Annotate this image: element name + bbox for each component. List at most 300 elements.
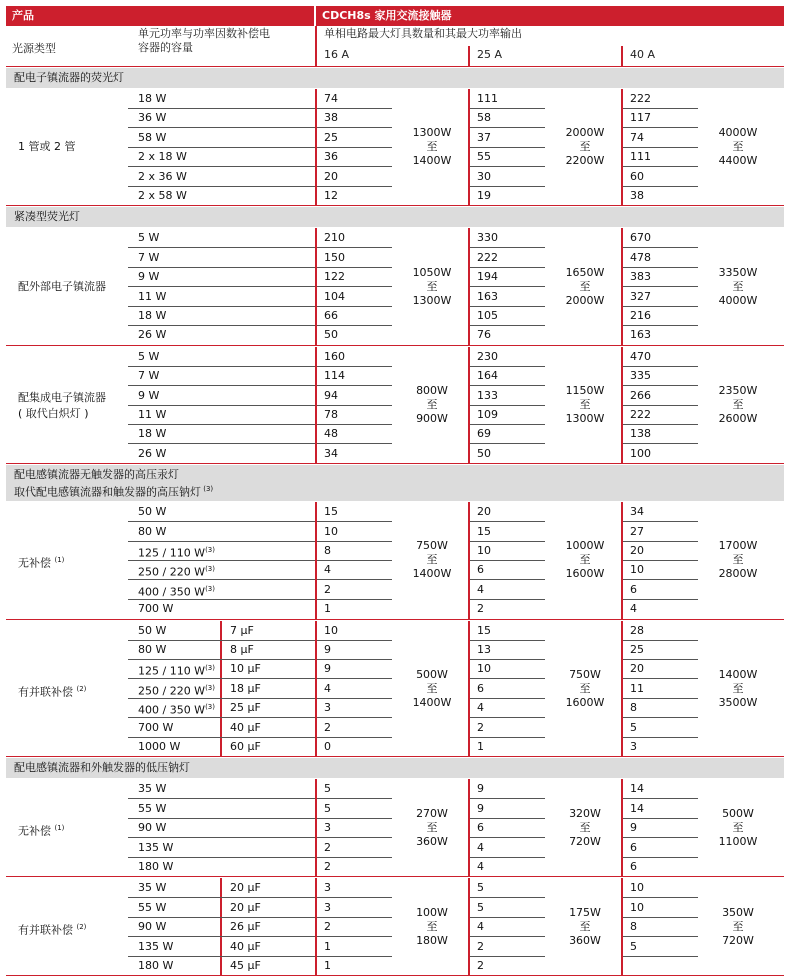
lamp-count-a25: 109 — [477, 408, 498, 421]
lamp-count-a16: 20 — [324, 169, 338, 183]
to-label: 至 — [426, 681, 438, 695]
lamp-count-a16: 1 — [324, 959, 331, 972]
max-power-range — [392, 384, 472, 426]
lamp-count-a40: 138 — [630, 427, 651, 441]
lamp-count-a25: 5 — [477, 900, 484, 914]
unit-power-text: 50 W — [138, 623, 167, 637]
unit-power-cell — [138, 502, 166, 521]
max-power-range — [545, 539, 625, 581]
lamp-count-a16: 10 — [324, 623, 338, 637]
unit-power-text: 50 W — [138, 505, 167, 519]
lamp-count-a40: 216 — [630, 309, 651, 322]
unit-power-text: 2 x 58 W — [138, 189, 187, 202]
unit-power-cell — [138, 405, 166, 424]
max-power-from: 4000W — [718, 126, 758, 140]
max-power-to: 1100W — [718, 834, 758, 848]
lamp-count-a40: 9 — [630, 821, 637, 835]
unit-power-cell — [138, 779, 166, 798]
lamp-count-a25: 6 — [477, 681, 484, 695]
max-power-range — [392, 807, 472, 849]
lamp-count-a25: 1 — [477, 740, 484, 753]
max-power-from: 1400W — [718, 667, 758, 681]
lamp-count-a16: 15 — [324, 505, 338, 519]
unit-power-cell — [138, 857, 173, 876]
to-label: 至 — [579, 919, 591, 933]
lamp-count-a40: 111 — [630, 150, 651, 164]
group-separator — [6, 345, 784, 346]
lamp-count-a40: 10 — [630, 900, 644, 914]
max-power-from: 750W — [569, 667, 601, 681]
lamp-count-a40: 38 — [630, 189, 644, 202]
unit-power-text: 18 W — [138, 309, 167, 322]
unit-power-cell — [138, 718, 173, 737]
lamp-count-a25: 230 — [477, 349, 498, 363]
max-power-to: 1400W — [412, 154, 452, 168]
capacitor-cell: 60 μF — [230, 740, 261, 753]
max-power-range — [698, 668, 778, 710]
max-power-range — [698, 807, 778, 849]
max-power-from: 1050W — [412, 265, 452, 279]
max-power-from: 2350W — [718, 384, 758, 397]
lamp-count-a16: 3 — [324, 821, 331, 835]
to-label: 至 — [579, 140, 591, 154]
unit-power-text: 5 W — [138, 231, 160, 245]
unit-power-text: 135 W — [138, 939, 174, 953]
max-power-to: 2600W — [718, 412, 758, 425]
header-bottom-rule — [6, 66, 784, 67]
max-power-range — [545, 906, 625, 948]
max-power-range — [545, 668, 625, 710]
lamp-count-a40: 470 — [630, 349, 651, 363]
lamp-count-a16: 3 — [324, 900, 331, 914]
unit-power-cell — [138, 659, 215, 678]
unit-power-cell — [138, 640, 166, 659]
unit-power-cell — [138, 167, 187, 186]
lamp-count-a16: 2 — [324, 720, 331, 734]
lamp-count-a40: 383 — [630, 270, 651, 284]
lamp-count-a25: 58 — [477, 111, 491, 125]
lamp-count-a40: 335 — [630, 369, 651, 383]
group-label — [18, 280, 106, 294]
footnote-marker: (3) — [205, 703, 215, 712]
col-unit-power-line1: 单元功率与功率因数补偿电 — [138, 27, 270, 40]
to-label: 至 — [732, 820, 744, 834]
section-title: 配电感镇流器无触发器的高压汞灯 — [14, 468, 179, 482]
lamp-count-a40: 10 — [630, 563, 644, 577]
column-divider — [315, 779, 317, 876]
lamp-count-a16: 2 — [324, 920, 331, 934]
unit-power-text: 80 W — [138, 643, 167, 656]
max-power-to: 4000W — [718, 293, 758, 307]
to-label: 至 — [732, 553, 744, 567]
lamp-count-a25: 5 — [477, 881, 484, 895]
unit-power-text: 55 W — [138, 801, 167, 815]
lamp-count-a16: 94 — [324, 388, 338, 402]
capacitor-cell: 20 μF — [230, 900, 261, 914]
unit-power-text: 180 W — [138, 860, 174, 873]
unit-power-cell — [138, 898, 166, 917]
lamp-count-a40: 6 — [630, 840, 637, 854]
group-label — [18, 140, 76, 154]
group-label-text: 配外部电子镇流器 — [18, 279, 106, 293]
lamp-count-a25: 2 — [477, 939, 484, 953]
footnote-marker: (3) — [205, 683, 215, 692]
max-power-to: 180W — [416, 933, 448, 947]
max-power-range — [698, 539, 778, 581]
lamp-count-a16: 74 — [324, 92, 338, 105]
unit-power-cell — [138, 108, 166, 127]
lamp-count-a16: 48 — [324, 427, 338, 441]
lamp-count-a40: 14 — [630, 782, 644, 796]
max-power-from: 2000W — [565, 126, 605, 140]
group-label — [18, 391, 106, 405]
lamp-count-a25: 10 — [477, 544, 491, 557]
max-power-to: 2200W — [565, 154, 605, 168]
group-label — [18, 553, 64, 571]
lamp-count-a16: 10 — [324, 524, 338, 538]
unit-power-text: 90 W — [138, 821, 167, 835]
unit-power-text: 5 W — [138, 349, 160, 363]
max-power-from: 1300W — [412, 126, 452, 140]
max-power-range — [392, 668, 472, 710]
lamp-count-a40: 478 — [630, 250, 651, 264]
lamp-count-a25: 37 — [477, 130, 491, 144]
section-header — [6, 758, 784, 778]
capacitor-cell: 20 μF — [230, 881, 261, 895]
group-label-text: 1 管或 2 管 — [18, 140, 76, 154]
max-power-to: 1400W — [412, 567, 452, 581]
unit-power-cell — [138, 306, 166, 325]
max-power-to: 3500W — [718, 695, 758, 709]
rating-25a: 25 A — [477, 48, 503, 61]
max-power-to: 1300W — [412, 293, 452, 307]
lamp-count-a16: 210 — [324, 231, 345, 245]
lamp-count-a16: 122 — [324, 270, 345, 284]
lamp-count-a16: 9 — [324, 643, 331, 656]
group-label-sub: ( 取代白炽灯 ) — [18, 407, 89, 420]
max-power-from: 1700W — [718, 539, 758, 553]
to-label: 至 — [579, 553, 591, 567]
lamp-count-a40: 10 — [630, 881, 644, 895]
unit-power-cell — [138, 599, 173, 618]
lamp-count-a40: 5 — [630, 939, 637, 953]
max-power-from: 1000W — [565, 539, 605, 553]
unit-power-text: 125 / 110 W — [138, 546, 206, 560]
lamp-count-a40: 5 — [630, 720, 637, 734]
lamp-count-a40: 25 — [630, 643, 644, 656]
lamp-count-a40: 11 — [630, 681, 644, 695]
device-header — [316, 6, 784, 26]
unit-power-text: 2 x 36 W — [138, 169, 187, 183]
lamp-count-a25: 30 — [477, 169, 491, 183]
section-header — [6, 207, 784, 227]
unit-power-text: 11 W — [138, 408, 167, 421]
unit-power-cell — [138, 818, 166, 837]
footnote-marker: (2) — [76, 684, 87, 693]
unit-power-cell — [138, 541, 215, 560]
section-title: 配电子镇流器的荧光灯 — [14, 71, 124, 84]
header-divider-25a — [468, 46, 470, 66]
unit-power-cell — [138, 147, 187, 166]
group-label — [18, 821, 64, 839]
footnote-marker: (3) — [205, 584, 215, 593]
lamp-count-a40: 222 — [630, 408, 651, 421]
group-label-text: 配集成电子镇流器 — [18, 391, 106, 404]
lamp-count-a40: 163 — [630, 328, 651, 342]
unit-power-text: 135 W — [138, 840, 174, 854]
unit-power-cell — [138, 522, 166, 541]
group-separator — [6, 205, 784, 206]
lamp-count-a40: 6 — [630, 582, 637, 596]
to-label: 至 — [426, 140, 438, 154]
to-label: 至 — [732, 681, 744, 695]
group-separator — [6, 463, 784, 464]
capacitor-cell: 8 μF — [230, 643, 254, 656]
group-label-text: 有并联补偿 — [18, 685, 73, 699]
lamp-count-a40: 14 — [630, 801, 644, 815]
group-label-text: 有并联补偿 — [18, 923, 73, 937]
lamp-count-a25: 10 — [477, 662, 491, 676]
section-header — [6, 68, 784, 88]
max-power-to: 900W — [416, 412, 448, 425]
max-power-from: 175W — [569, 905, 601, 919]
lamp-count-a16: 2 — [324, 860, 331, 873]
max-power-from: 750W — [416, 539, 448, 553]
unit-power-text: 35 W — [138, 881, 167, 895]
lamp-count-a40: 28 — [630, 623, 644, 637]
lamp-count-a16: 4 — [324, 563, 331, 577]
capacitor-cell: 18 μF — [230, 681, 261, 695]
to-label: 至 — [579, 279, 591, 293]
max-power-from: 320W — [569, 806, 601, 820]
max-power-from: 3350W — [718, 265, 758, 279]
capacitor-cell: 10 μF — [230, 662, 261, 676]
capacitor-cell: 40 μF — [230, 720, 261, 734]
max-power-to: 1300W — [565, 412, 605, 425]
unit-power-text: 18 W — [138, 427, 167, 441]
unit-power-text: 1000 W — [138, 740, 181, 753]
max-power-to: 2800W — [718, 567, 758, 581]
unit-power-cell — [138, 956, 173, 975]
lamp-count-a25: 4 — [477, 860, 484, 873]
unit-power-cell — [138, 737, 180, 756]
unit-power-text: 80 W — [138, 524, 167, 538]
to-label: 至 — [579, 398, 591, 411]
lamp-count-a40: 34 — [630, 505, 644, 519]
lamp-count-a40: 670 — [630, 231, 651, 245]
unit-power-cell — [138, 838, 173, 857]
to-label: 至 — [426, 919, 438, 933]
unit-power-cell — [138, 325, 166, 344]
lamp-count-a16: 9 — [324, 662, 331, 676]
max-power-range — [392, 126, 472, 168]
lamp-count-a40: 27 — [630, 524, 644, 538]
unit-power-cell — [138, 679, 215, 698]
unit-power-text: 18 W — [138, 92, 167, 105]
unit-power-cell — [138, 621, 166, 640]
lamp-count-a25: 50 — [477, 446, 491, 460]
to-label: 至 — [732, 140, 744, 154]
lamp-count-a16: 1 — [324, 939, 331, 953]
to-label: 至 — [732, 919, 744, 933]
lamp-count-a25: 9 — [477, 801, 484, 815]
capacitor-cell: 25 μF — [230, 701, 261, 715]
max-power-range — [698, 384, 778, 426]
section-header — [6, 465, 784, 501]
max-power-from: 100W — [416, 905, 448, 919]
lamp-count-a25: 20 — [477, 505, 491, 519]
to-label: 至 — [426, 820, 438, 834]
lamp-count-a40: 266 — [630, 388, 651, 402]
max-power-range — [392, 266, 472, 308]
to-label: 至 — [732, 279, 744, 293]
unit-power-cell — [138, 424, 166, 443]
lamp-count-a25: 194 — [477, 270, 498, 284]
col-max-output: 单相电路最大灯具数量和其最大功率输出 — [324, 27, 522, 40]
lamp-count-a25: 133 — [477, 388, 498, 402]
lamp-count-a25: 330 — [477, 231, 498, 245]
unit-power-cell — [138, 228, 159, 247]
product-label: 产品 — [12, 9, 34, 22]
rating-16a: 16 A — [324, 48, 350, 61]
lamp-count-a16: 150 — [324, 250, 345, 264]
lamp-count-a25: 111 — [477, 92, 498, 105]
max-power-range — [545, 384, 625, 426]
footnote-marker: (1) — [54, 823, 65, 832]
lamp-count-a25: 163 — [477, 289, 498, 303]
lamp-count-a16: 12 — [324, 189, 338, 202]
lamp-count-a25: 2 — [477, 602, 484, 616]
unit-power-cell — [138, 128, 166, 147]
product-header — [6, 6, 314, 26]
max-power-to: 1400W — [412, 695, 452, 709]
group-separator — [6, 756, 784, 757]
max-power-from: 800W — [416, 384, 448, 397]
lamp-count-a25: 15 — [477, 524, 491, 538]
lamp-count-a40: 222 — [630, 92, 651, 105]
to-label: 至 — [732, 398, 744, 411]
group-label-text: 无补偿 — [18, 824, 51, 838]
lamp-count-a40: 6 — [630, 860, 637, 873]
lamp-count-a16: 8 — [324, 544, 331, 557]
unit-power-cell — [138, 878, 166, 897]
capacitor-cell: 7 μF — [230, 623, 254, 637]
max-power-to: 1600W — [565, 695, 605, 709]
unit-power-cell — [138, 937, 173, 956]
lamp-count-a16: 160 — [324, 349, 345, 363]
lamp-count-a25: 164 — [477, 369, 498, 383]
lamp-count-a16: 25 — [324, 130, 338, 144]
lamp-count-a25: 69 — [477, 427, 491, 441]
lamp-count-a25: 4 — [477, 840, 484, 854]
col-light-source: 光源类型 — [12, 42, 56, 55]
lamp-count-a40: 117 — [630, 111, 651, 125]
max-power-range — [545, 266, 625, 308]
unit-power-text: 26 W — [138, 446, 167, 460]
lamp-count-a16: 104 — [324, 289, 345, 303]
section-subtitle — [14, 482, 784, 500]
unit-power-text: 11 W — [138, 289, 167, 303]
unit-power-cell — [138, 386, 159, 405]
lamp-count-a25: 6 — [477, 563, 484, 577]
lamp-count-a40: 100 — [630, 446, 651, 460]
lamp-count-a25: 4 — [477, 920, 484, 934]
lamp-count-a25: 2 — [477, 959, 484, 972]
lamp-count-a16: 0 — [324, 740, 331, 753]
footnote-marker: (2) — [76, 922, 87, 931]
unit-power-text: 90 W — [138, 920, 167, 934]
lamp-count-a40: 8 — [630, 920, 637, 934]
max-power-to: 720W — [569, 834, 601, 848]
max-power-range — [698, 906, 778, 948]
unit-power-cell — [138, 248, 159, 267]
unit-power-text: 125 / 110 W — [138, 665, 206, 679]
unit-power-text: 700 W — [138, 720, 174, 734]
group-separator — [6, 619, 784, 620]
max-power-to: 1600W — [565, 567, 605, 581]
lamp-count-a16: 4 — [324, 681, 331, 695]
unit-power-cell — [138, 287, 166, 306]
unit-power-cell — [138, 347, 159, 366]
capacitor-cell: 45 μF — [230, 959, 261, 972]
unit-power-cell — [138, 580, 215, 599]
section-subtitle-text: 取代配电感镇流器和触发器的高压钠灯 — [14, 485, 201, 499]
max-power-range — [392, 539, 472, 581]
section-title: 配电感镇流器和外触发器的低压钠灯 — [14, 761, 190, 775]
lamp-count-a25: 222 — [477, 250, 498, 264]
footnote-marker: (3) — [205, 546, 215, 554]
lamp-count-a16: 3 — [324, 881, 331, 895]
header-divider-40a — [621, 46, 623, 66]
unit-power-text: 7 W — [138, 250, 160, 264]
lamp-count-a16: 78 — [324, 408, 338, 421]
unit-power-text: 58 W — [138, 130, 167, 144]
group-label — [18, 682, 86, 700]
unit-power-text: 9 W — [138, 270, 160, 284]
max-power-from: 500W — [416, 667, 448, 681]
lamp-count-a25: 13 — [477, 643, 491, 656]
unit-power-text: 2 x 18 W — [138, 150, 187, 164]
unit-power-text: 250 / 220 W — [138, 566, 206, 580]
lamp-count-a16: 3 — [324, 701, 331, 715]
lamp-count-a16: 114 — [324, 369, 345, 383]
col-unit-power-line2: 容器的容量 — [138, 41, 193, 54]
lamp-count-a25: 9 — [477, 782, 484, 796]
lamp-count-a25: 15 — [477, 623, 491, 637]
rating-40a: 40 A — [630, 48, 656, 61]
group-label-text: 无补偿 — [18, 557, 51, 571]
lamp-count-a40: 20 — [630, 544, 644, 557]
unit-power-text: 9 W — [138, 388, 160, 402]
max-power-to: 2000W — [565, 293, 605, 307]
unit-power-text: 35 W — [138, 782, 167, 796]
to-label: 至 — [426, 279, 438, 293]
unit-power-text: 26 W — [138, 328, 167, 342]
lamp-count-a25: 55 — [477, 150, 491, 164]
unit-power-text: 55 W — [138, 900, 167, 914]
lamp-count-a16: 2 — [324, 840, 331, 854]
to-label: 至 — [426, 398, 438, 411]
max-power-range — [392, 906, 472, 948]
lamp-count-a25: 4 — [477, 582, 484, 596]
unit-power-cell — [138, 267, 159, 286]
unit-power-cell — [138, 917, 166, 936]
header-divider — [315, 26, 317, 66]
unit-power-cell — [138, 186, 187, 205]
max-power-from: 350W — [722, 905, 754, 919]
footnote-marker: (3) — [205, 664, 215, 673]
lamp-count-a16: 36 — [324, 150, 338, 164]
